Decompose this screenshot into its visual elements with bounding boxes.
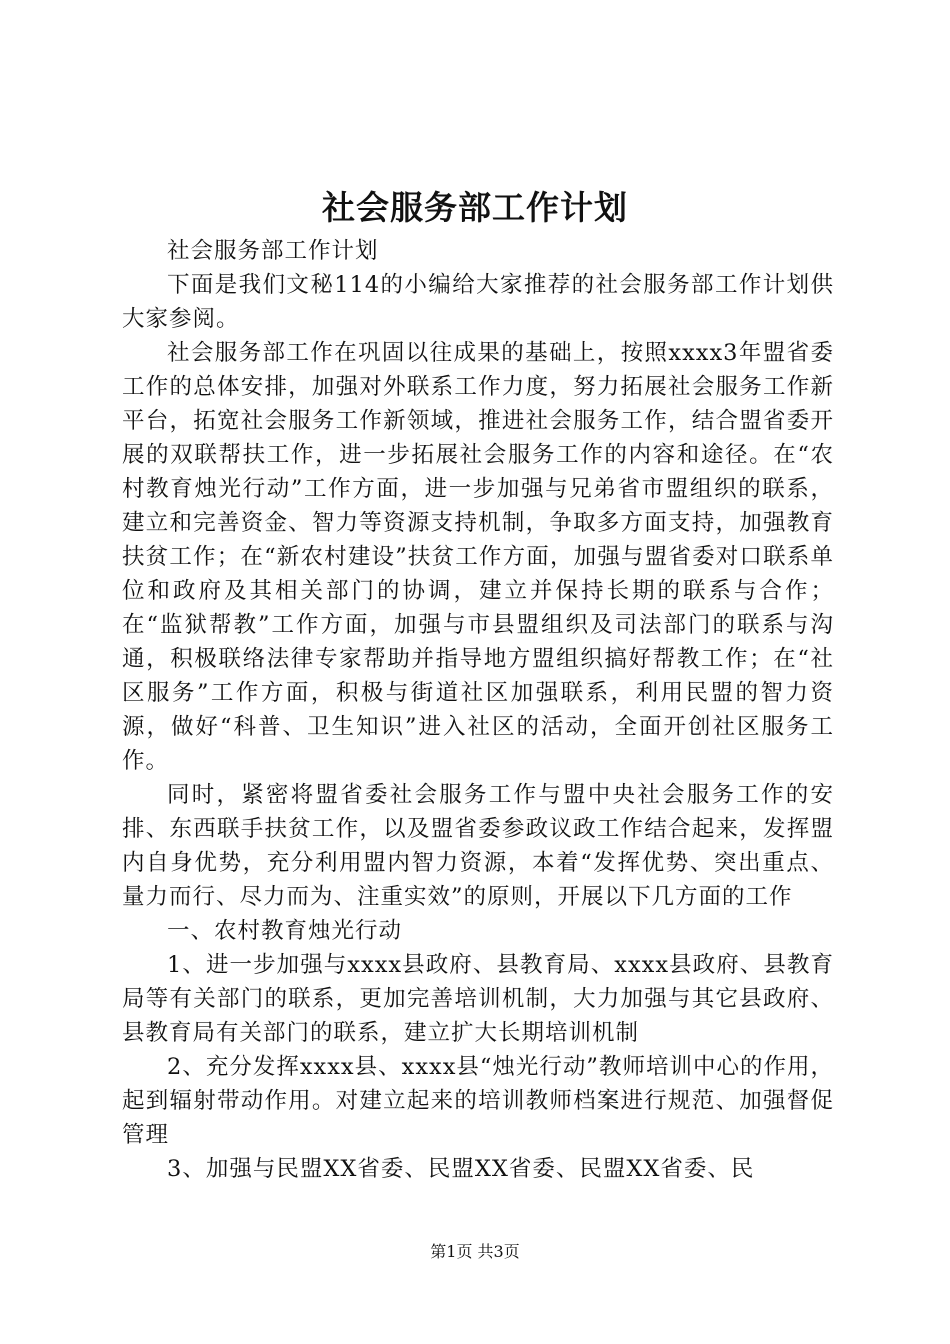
page-footer: 第1页 共3页 [430,1242,520,1261]
paragraph-intro: 下面是我们文秘114的小编给大家推荐的社会服务部工作计划供大家参阅。 [122,272,834,332]
paragraph-subtitle: 社会服务部工作计划 [167,238,379,264]
list-item-3: 3、加强与民盟XX省委、民盟XX省委、民盟XX省委、民 [167,1156,755,1182]
document-body [122,234,834,1186]
list-item-2: 2、充分发挥xxxx县、xxxx县“烛光行动”教师培训中心的作用，起到辐射带动作用。对建立起来的培训教师档案进行规范、加强督促管理 [122,1054,834,1148]
paragraph-overview: 社会服务部工作在巩固以往成果的基础上，按照xxxx3年盟省委工作的总体安排，加强对外联系工作力度，努力拓展社会服务工作新平台，拓宽社会服务工作新领域，推进社会服务工作，结合盟省委开展的双联帮扶工作，进一步拓展社会服务工作的内容和途径。在“农村教育烛光行动”工作方面，进一步加强与兄弟省市盟组织的联系，建立和完善资金、智力等资源支持机制，争取多方面支持，加强教育扶贫工作；在“新农村建设”扶贫工作方面，加强与盟省委对口联系单位和政府及其相关部门的协调，建立并保持长期的联系与合作；在“监狱帮教”工作方面，加强与市县盟组织及司法部门的联系与沟通，积极联络法律专家帮助并指导地方盟组织搞好帮教工作；在“社区服务”工作方面，积极与街道社区加强联系，利用民盟的智力资源，做好“科普、卫生知识”进入社区的活动，全面开创社区服务工作。 [122,340,834,774]
list-item-1: 1、进一步加强与xxxx县政府、县教育局、xxxx县政府、县教育局等有关部门的联系，更加完善培训机制，大力加强与其它县政府、县教育局有关部门的联系，建立扩大长期培训机制 [122,952,834,1046]
section-heading-candlelight: 一、农村教育烛光行动 [167,918,403,944]
paragraph-principles: 同时，紧密将盟省委社会服务工作与盟中央社会服务工作的安排、东西联手扶贫工作，以及盟省委参政议政工作结合起来，发挥盟内自身优势，充分利用盟内智力资源，本着“发挥优势、突出重点、量力而行、尽力而为、注重实效”的原则，开展以下几方面的工作 [122,782,834,910]
page-title: 社会服务部工作计划 [322,188,628,227]
